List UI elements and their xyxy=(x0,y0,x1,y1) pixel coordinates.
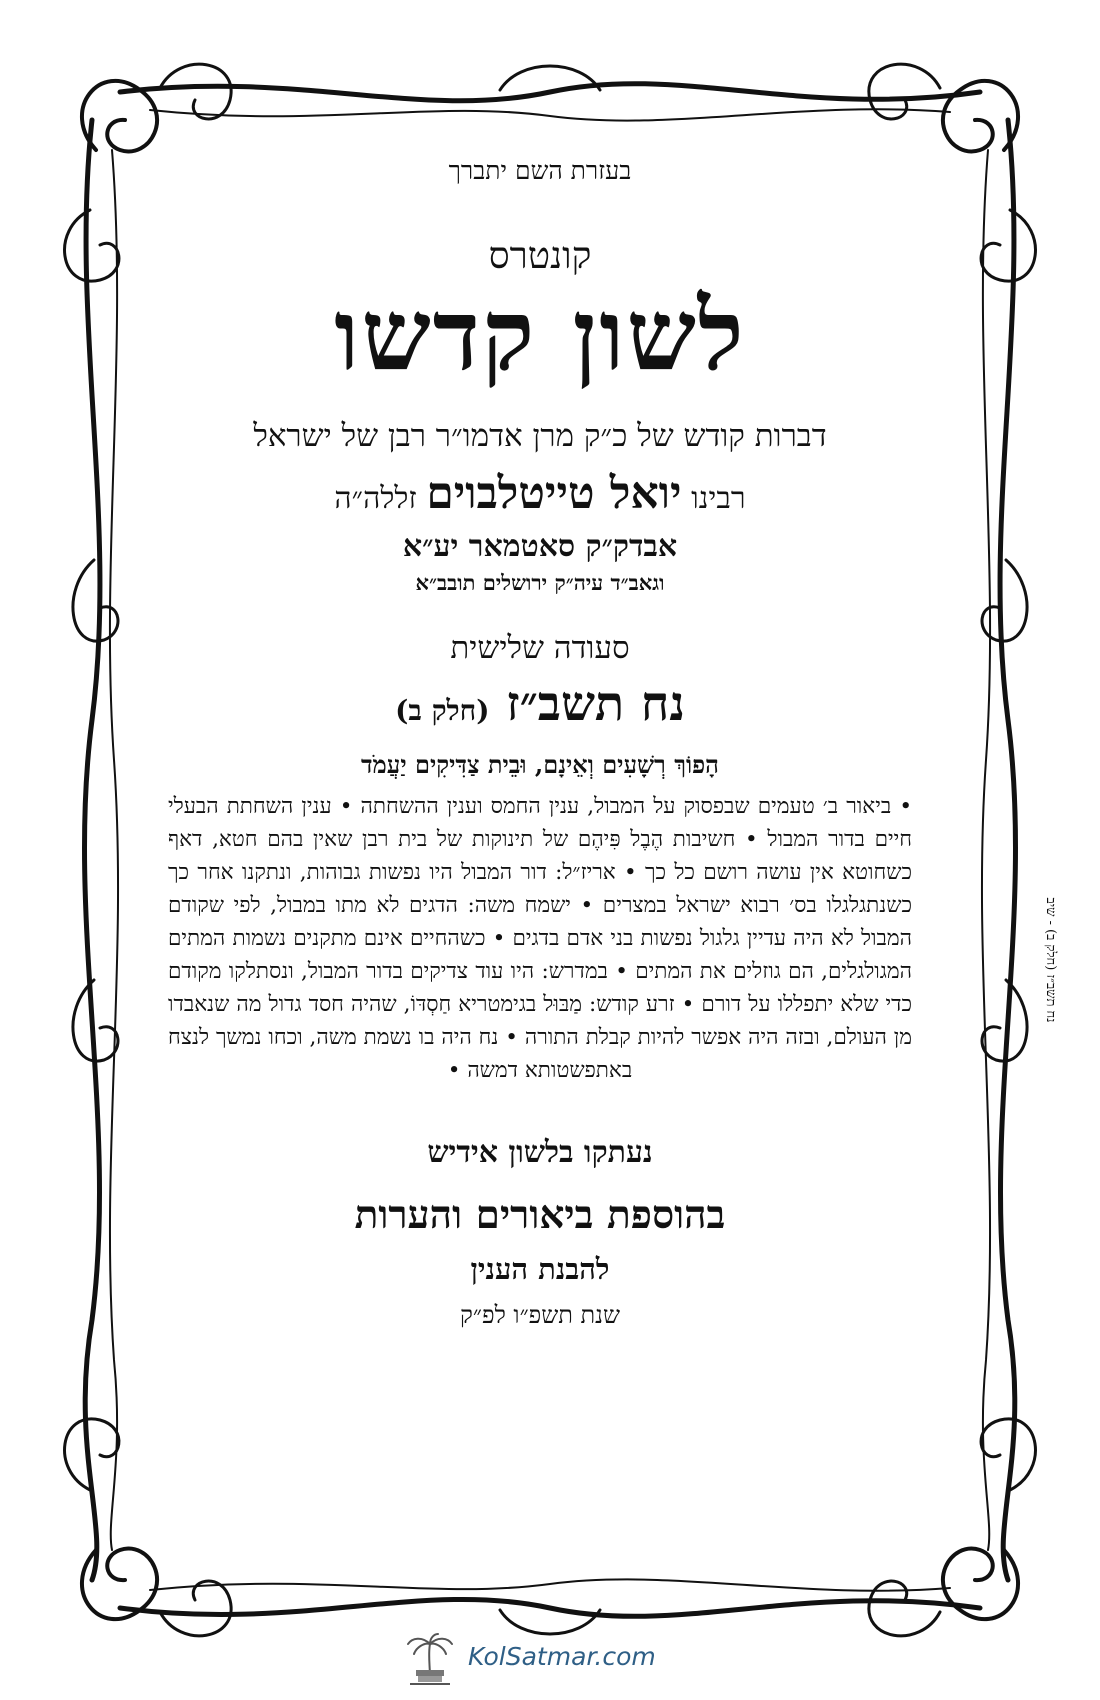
palm-tree-books-icon xyxy=(400,1630,460,1686)
author-title-satmar: אבדק״ק סאטמאר יע״א xyxy=(402,528,678,564)
additions-note: בהוספת ביאורים והערות xyxy=(354,1191,726,1238)
blessing-heading: בעזרת השם יתברך xyxy=(448,156,632,185)
portion-part: (חלק ב) xyxy=(395,693,490,727)
author-name-line xyxy=(160,468,920,519)
author-prefix: רבינו xyxy=(691,480,746,516)
topics-summary: • ביאור ב׳ טעמים שבפסוק על המבול, ענין החמס וענין ההשחתה • ענין השחתת הבעלי חיים בדור המבול • חשיבות הֶבֶל פִּיהֶם של תינוקות של בית רבן שאין בהם חטא, דאף כשחוטא אין עושה רושם כל כך • אריז״ל: דור המבול היו נפשות גבוהות, ונתקנו אחר כך כשנתגלגלו בס׳ רבוא ישראל במצרים • ישמח משה: הדגים לא מתו במבול, לפי שקודם המבול לא היה עדיין גלגול נפשות בני אדם בדגים • כשהחיים אינם מתקנים נשמות המתים המגולגלים, הם גוזלים את המתים • במדרש: היו עוד צדיקים בדור המבול, ונסתלקו מקודם כדי שלא יתפללו על דורם • זרע קודש: מַבּוּל בגימטריא חַסְדּוֹ, שהיה חסד גדול מה שנאבדו מן העולם, ובזה היה אפשר להיות קבלת התורה • נח היה בו נשמת משה, וכחו נמשך לנצח באתפשטותא דמשה • xyxy=(168,793,912,1083)
title-page xyxy=(160,140,920,1520)
author-title-jerusalem: וגאב״ד עיה״ק ירושלים תובב״א xyxy=(415,569,665,595)
kuntres-label: קונטרס xyxy=(488,234,592,277)
portion-name: נח תשב״ז xyxy=(506,675,685,732)
logo-text: KolSatmar.com xyxy=(468,1642,656,1671)
portion-heading xyxy=(160,676,920,732)
book-title: לשון קדשו xyxy=(334,278,746,393)
kolsatmar-logo[interactable] xyxy=(400,1630,700,1690)
translated-note: נעתקו בלשון אידיש xyxy=(427,1134,653,1170)
author-intro: דברות קודש של כ״ק מרן אדמו״ר רבן של ישראל xyxy=(253,417,827,454)
side-page-caption: נח תשב״ז (חלק ב) - שיב xyxy=(1043,897,1058,1023)
verse-heading: הָפוֹךְ רְשָׁעִים וְאֵינָם, וּבֵית צַדִּיקִים יַעֲמֹד xyxy=(361,749,719,779)
meal-label: סעודה שלישית xyxy=(450,629,630,666)
author-suffix: זללה״ה xyxy=(334,480,417,516)
publication-year: שנת תשפ״ו לפ״ק xyxy=(460,1300,620,1329)
understanding-note: להבנת הענין xyxy=(470,1251,610,1286)
author-name: יואל טייטלבוים xyxy=(426,467,682,519)
